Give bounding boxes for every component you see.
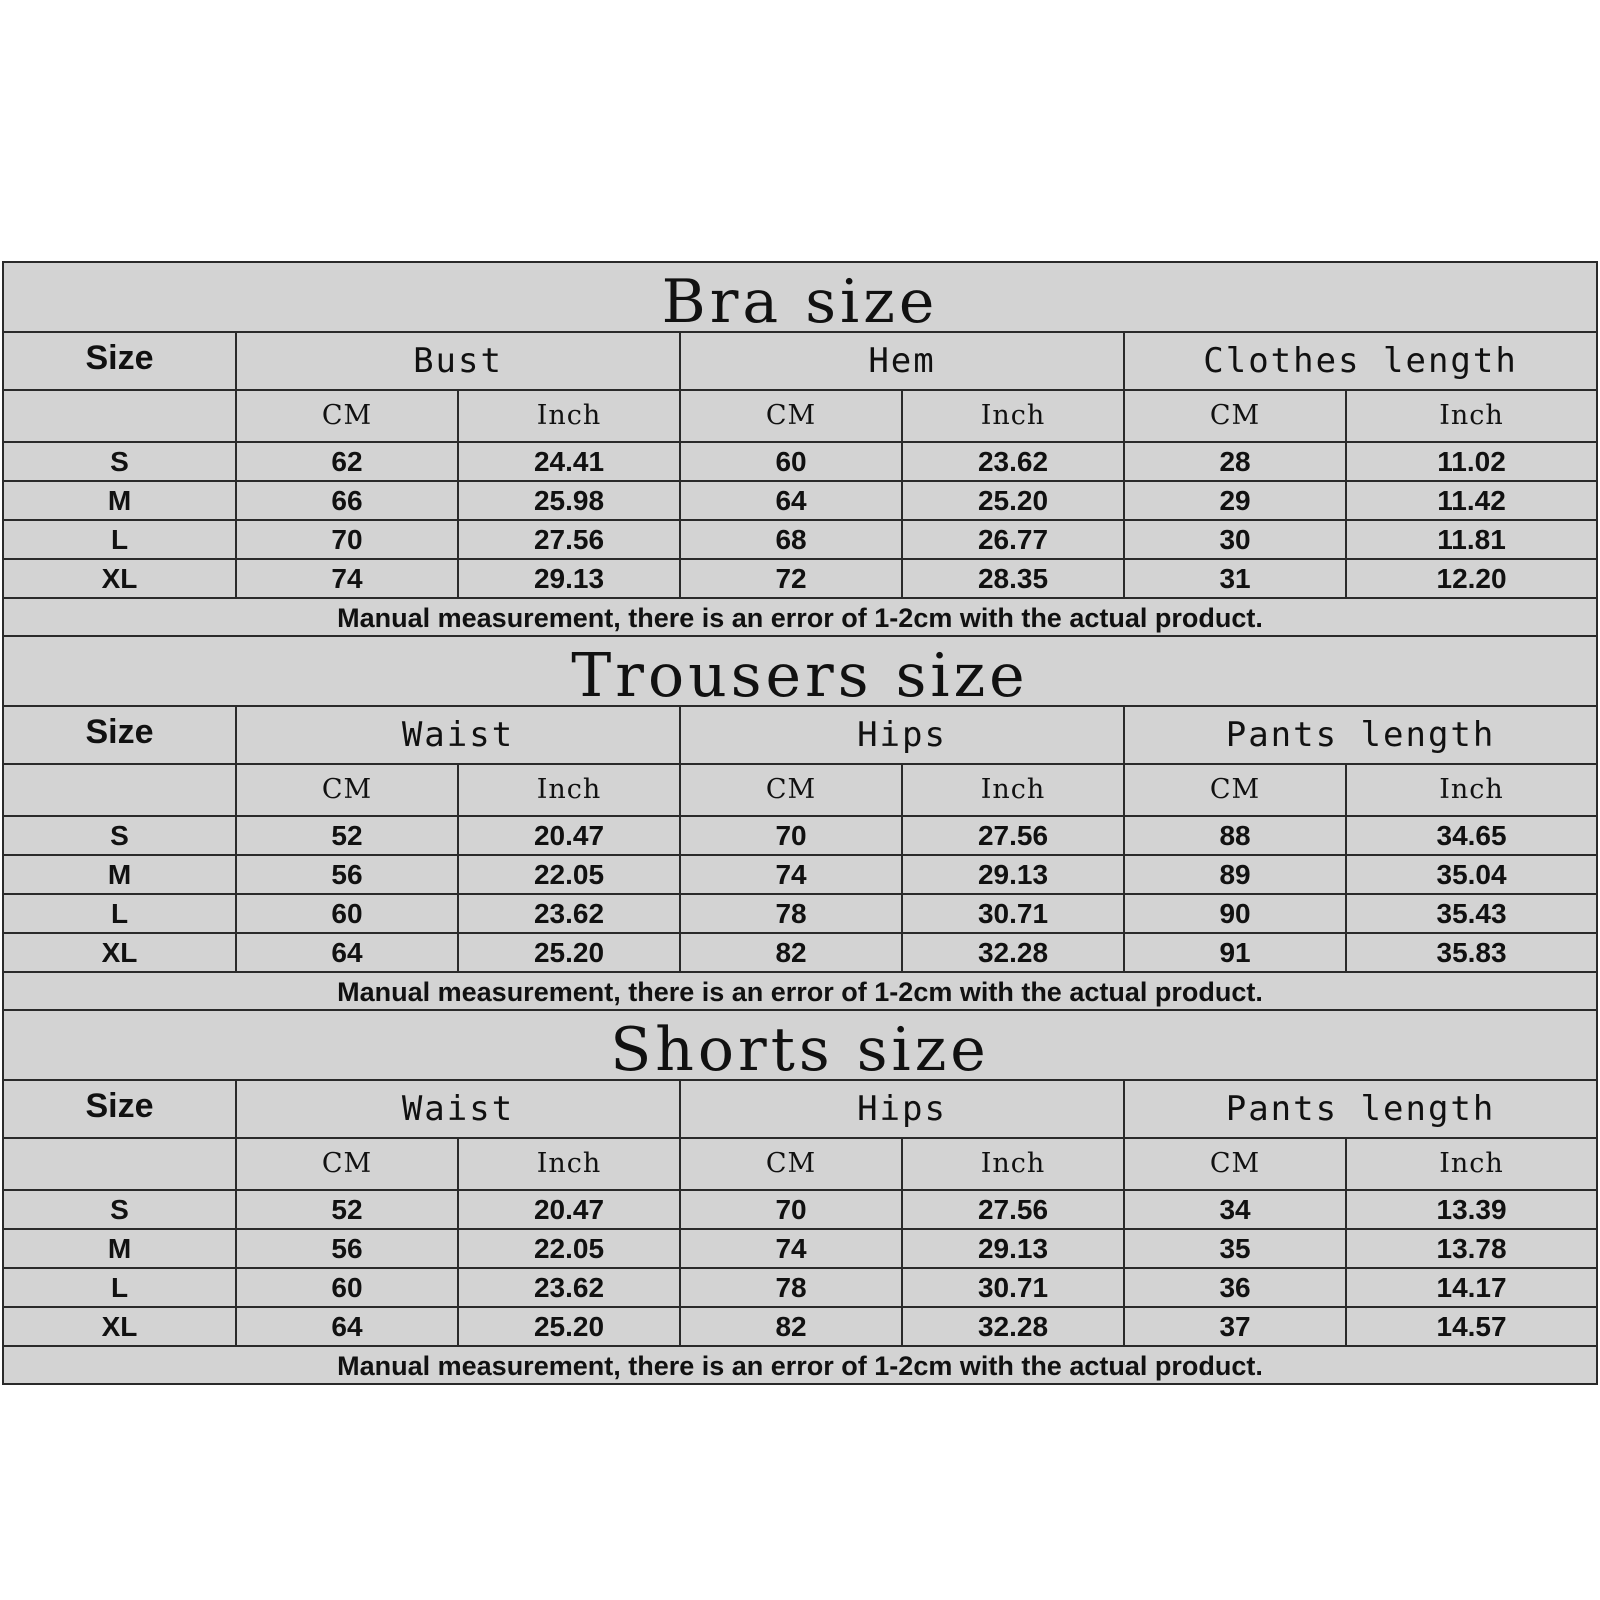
size-label: M — [4, 481, 236, 520]
measurement-value: 90 — [1124, 894, 1346, 933]
unit-header-cm: CM — [680, 390, 902, 442]
measurement-value: 70 — [680, 816, 902, 855]
measurement-value: 35.43 — [1346, 894, 1596, 933]
measure-header-waist: Waist — [236, 1081, 680, 1138]
measurement-value: 30.71 — [902, 894, 1124, 933]
unit-header-inch: Inch — [458, 390, 680, 442]
measurement-value: 27.56 — [458, 520, 680, 559]
size-label: XL — [4, 1307, 236, 1346]
unit-row-blank-cell — [4, 390, 236, 442]
measurement-value: 25.20 — [458, 933, 680, 972]
measurement-value: 60 — [680, 442, 902, 481]
measurement-value: 32.28 — [902, 1307, 1124, 1346]
measurement-value: 23.62 — [902, 442, 1124, 481]
unit-header-inch: Inch — [1346, 390, 1596, 442]
table-row — [4, 559, 1596, 598]
table-row — [4, 894, 1596, 933]
section-title: Trousers size — [4, 637, 1596, 707]
measurement-value: 64 — [236, 933, 458, 972]
table-row — [4, 1268, 1596, 1307]
measurement-value: 72 — [680, 559, 902, 598]
unit-row-blank-cell — [4, 1138, 236, 1190]
size-column-header: Size — [4, 333, 236, 390]
unit-row-blank-cell — [4, 764, 236, 816]
table-row — [4, 520, 1596, 559]
measurement-value: 23.62 — [458, 1268, 680, 1307]
unit-header-cm: CM — [236, 390, 458, 442]
unit-header-cm: CM — [1124, 764, 1346, 816]
bra-size-section — [4, 263, 1596, 637]
measurement-value: 11.02 — [1346, 442, 1596, 481]
measurement-note: Manual measurement, there is an error of 1-2cm with the actual product. — [4, 973, 1596, 1011]
measure-header-waist: Waist — [236, 707, 680, 764]
measurement-value: 30.71 — [902, 1268, 1124, 1307]
measurement-value: 68 — [680, 520, 902, 559]
measurement-value: 35 — [1124, 1229, 1346, 1268]
unit-header-cm: CM — [680, 764, 902, 816]
measurement-value: 11.42 — [1346, 481, 1596, 520]
table-row — [4, 442, 1596, 481]
measurement-value: 12.20 — [1346, 559, 1596, 598]
measurement-value: 29.13 — [458, 559, 680, 598]
table-row — [4, 1307, 1596, 1346]
measurement-value: 88 — [1124, 816, 1346, 855]
measurement-value: 74 — [680, 855, 902, 894]
size-table — [4, 333, 1596, 599]
measurement-value: 56 — [236, 1229, 458, 1268]
shorts-size-section — [4, 1011, 1596, 1385]
unit-header-cm: CM — [236, 764, 458, 816]
measurement-value: 62 — [236, 442, 458, 481]
measure-header-pants-length: Pants length — [1124, 707, 1596, 764]
size-label: L — [4, 894, 236, 933]
trousers-size-section — [4, 637, 1596, 1011]
measurement-value: 60 — [236, 1268, 458, 1307]
measure-header-hips: Hips — [680, 707, 1124, 764]
unit-header-cm: CM — [1124, 390, 1346, 442]
size-label: M — [4, 1229, 236, 1268]
measurement-value: 31 — [1124, 559, 1346, 598]
measurement-value: 14.57 — [1346, 1307, 1596, 1346]
unit-header-cm: CM — [1124, 1138, 1346, 1190]
unit-header-inch: Inch — [902, 764, 1124, 816]
measurement-value: 28 — [1124, 442, 1346, 481]
size-table — [4, 1081, 1596, 1347]
measurement-value: 24.41 — [458, 442, 680, 481]
unit-header-cm: CM — [680, 1138, 902, 1190]
unit-header-inch: Inch — [458, 1138, 680, 1190]
measurement-value: 26.77 — [902, 520, 1124, 559]
measurement-value: 82 — [680, 1307, 902, 1346]
measurement-value: 29.13 — [902, 855, 1124, 894]
table-row — [4, 481, 1596, 520]
measurement-value: 64 — [680, 481, 902, 520]
measurement-value: 82 — [680, 933, 902, 972]
measurement-value: 66 — [236, 481, 458, 520]
size-table — [4, 707, 1596, 973]
measurement-value: 13.39 — [1346, 1190, 1596, 1229]
measurement-note: Manual measurement, there is an error of 1-2cm with the actual product. — [4, 599, 1596, 637]
size-chart-sheet — [2, 261, 1598, 1385]
measurement-value: 78 — [680, 1268, 902, 1307]
table-row — [4, 933, 1596, 972]
measurement-value: 22.05 — [458, 855, 680, 894]
measurement-value: 25.20 — [902, 481, 1124, 520]
measurement-value: 52 — [236, 1190, 458, 1229]
measurement-value: 89 — [1124, 855, 1346, 894]
measure-header-clothes-length: Clothes length — [1124, 333, 1596, 390]
measurement-value: 27.56 — [902, 1190, 1124, 1229]
size-column-header: Size — [4, 1081, 236, 1138]
measurement-value: 74 — [680, 1229, 902, 1268]
unit-header-inch: Inch — [1346, 1138, 1596, 1190]
measurement-value: 28.35 — [902, 559, 1124, 598]
measurement-value: 36 — [1124, 1268, 1346, 1307]
unit-header-inch: Inch — [902, 1138, 1124, 1190]
section-title: Shorts size — [4, 1011, 1596, 1081]
size-label: S — [4, 1190, 236, 1229]
measurement-value: 25.98 — [458, 481, 680, 520]
size-label: M — [4, 855, 236, 894]
size-column-header: Size — [4, 707, 236, 764]
measurement-value: 29 — [1124, 481, 1346, 520]
size-label: S — [4, 816, 236, 855]
table-row — [4, 1190, 1596, 1229]
measurement-value: 64 — [236, 1307, 458, 1346]
measurement-value: 23.62 — [458, 894, 680, 933]
measure-header-bust: Bust — [236, 333, 680, 390]
measurement-value: 20.47 — [458, 816, 680, 855]
table-row — [4, 816, 1596, 855]
size-label: L — [4, 1268, 236, 1307]
measurement-value: 37 — [1124, 1307, 1346, 1346]
measurement-value: 56 — [236, 855, 458, 894]
measurement-value: 35.04 — [1346, 855, 1596, 894]
size-label: XL — [4, 933, 236, 972]
measurement-value: 22.05 — [458, 1229, 680, 1268]
measurement-value: 34.65 — [1346, 816, 1596, 855]
size-label: XL — [4, 559, 236, 598]
measure-header-pants-length: Pants length — [1124, 1081, 1596, 1138]
measurement-value: 14.17 — [1346, 1268, 1596, 1307]
measure-header-hem: Hem — [680, 333, 1124, 390]
measurement-value: 70 — [236, 520, 458, 559]
measurement-value: 11.81 — [1346, 520, 1596, 559]
unit-header-inch: Inch — [458, 764, 680, 816]
measurement-value: 30 — [1124, 520, 1346, 559]
measurement-value: 60 — [236, 894, 458, 933]
measurement-value: 91 — [1124, 933, 1346, 972]
measurement-value: 32.28 — [902, 933, 1124, 972]
measurement-value: 27.56 — [902, 816, 1124, 855]
unit-header-inch: Inch — [902, 390, 1124, 442]
measurement-value: 20.47 — [458, 1190, 680, 1229]
unit-header-cm: CM — [236, 1138, 458, 1190]
table-row — [4, 855, 1596, 894]
measurement-value: 29.13 — [902, 1229, 1124, 1268]
measurement-value: 25.20 — [458, 1307, 680, 1346]
measure-header-hips: Hips — [680, 1081, 1124, 1138]
section-title: Bra size — [4, 263, 1596, 333]
measurement-value: 13.78 — [1346, 1229, 1596, 1268]
measurement-value: 34 — [1124, 1190, 1346, 1229]
unit-header-inch: Inch — [1346, 764, 1596, 816]
measurement-value: 74 — [236, 559, 458, 598]
measurement-value: 35.83 — [1346, 933, 1596, 972]
measurement-value: 78 — [680, 894, 902, 933]
measurement-value: 52 — [236, 816, 458, 855]
size-label: S — [4, 442, 236, 481]
size-label: L — [4, 520, 236, 559]
measurement-value: 70 — [680, 1190, 902, 1229]
measurement-note: Manual measurement, there is an error of 1-2cm with the actual product. — [4, 1347, 1596, 1385]
table-row — [4, 1229, 1596, 1268]
